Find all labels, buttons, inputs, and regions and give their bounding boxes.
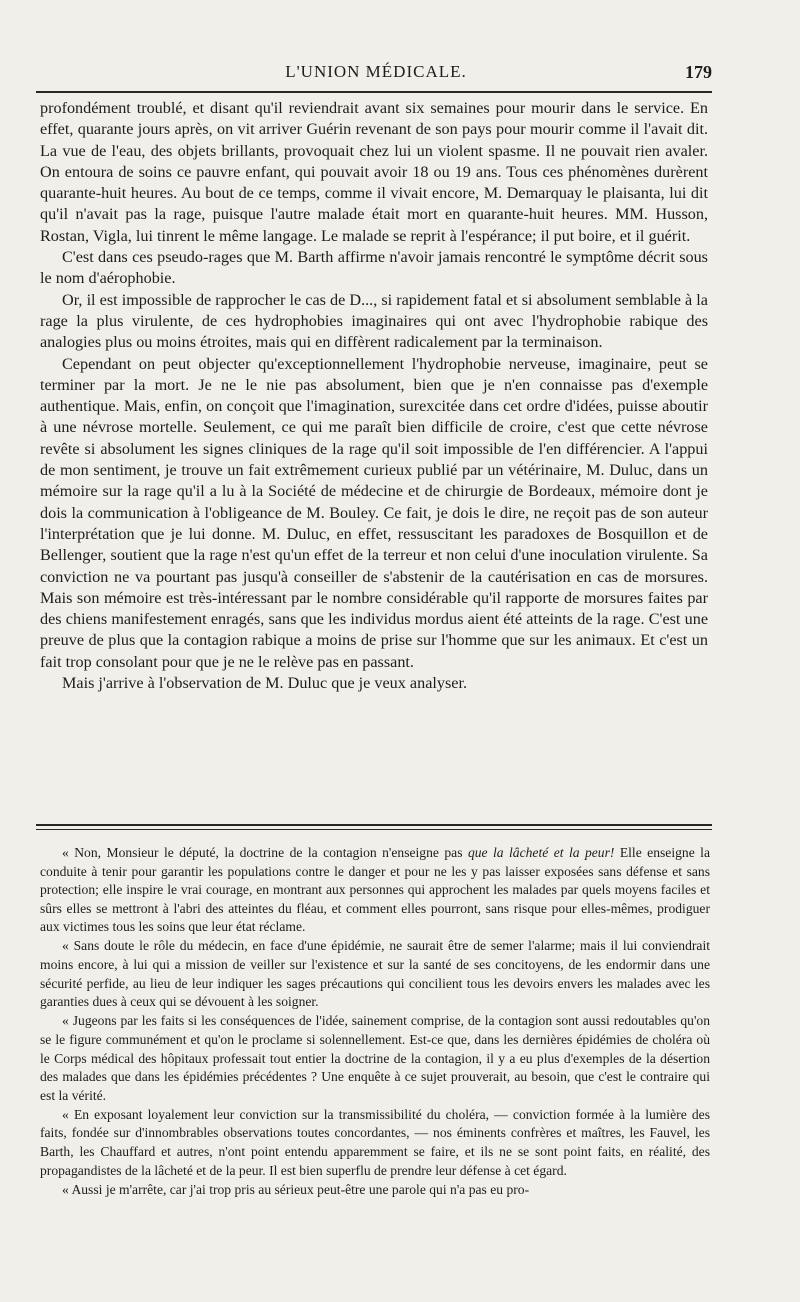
quote-paragraph (40, 844, 710, 937)
paragraph: Cependant on peut objecter qu'exceptionnellement l'hydrophobie nerveuse, imaginaire, peut se terminer par la mort. Je ne le nie pas absolument, bien que je n'en connaisse pas d'exemple authentique. Mais, enfin, on conçoit que l'imagination, surexcitée dans cet ordre d'idées, puisse aboutir à une névrose mortelle. Seulement, ce qui me paraît bien difficile de croire, c'est que cette névrose revête si absolument les signes cliniques de la rage qu'il soit impossible de l'en différencier. A l'appui de mon sentiment, je trouve un fait extrêmement curieux publié par un vétérinaire, M. Duluc, dans un mémoire sur la rage qu'il a lu à la Société de médecine et de chirurgie de Bordeaux, mémoire dont je dois la communication à l'obligeance de M. Bouley. Ce fait, je dois le dire, ne reçoit pas de son auteur l'interprétation que je lui donne. M. Duluc, en effet, ressuscitant les paradoxes de Bosquillon et de Bellenger, soutient que la rage n'est qu'un effet de la terreur et non celui d'une inoculation virulente. Sa conviction ne va pourtant pas jusqu'à conseiller de s'abstenir de la cautérisation en cas de morsures. Mais son mémoire est très-intéressant par le nombre considérable qu'il rapporte de morsures faites par des chiens manifestement enragés, sans que les individus mordus aient été atteints de la rage. C'est une preuve de plus que la contagion rabique a moins de prise sur l'homme que sur les animaux. Et c'est un fait trop consolant pour que je ne le relève pas en passant. (40, 354, 708, 671)
journal-title: L'UNION MÉDICALE. (285, 62, 467, 81)
quote-paragraph: « Aussi je m'arrête, car j'ai trop pris au sérieux peut-être une parole qui n'a pas eu pro- (62, 1181, 530, 1197)
paragraph-continued: profondément troublé, et disant qu'il reviendrait avant six semaines pour mourir dans le service. En effet, quarante jours après, on vit arriver Guérin revenant de son pays pour mourir comme il l'avait dit. La vue de l'eau, des objets brillants, provoquait chez lui un violent spasme. Il ne pouvait rien avaler. On entoura de soins ce pauvre enfant, qui pouvait avoir 18 ou 19 ans. Tous ces phénomènes durèrent quarante-huit heures. Au bout de ce temps, comme il vivait encore, M. Demarquay le plaisanta, lui dit qu'il n'avait pas la rage, puisque l'autre malade était mort en quarante-huit heures. MM. Husson, Rostan, Vigla, lui tinrent le même langage. Le malade se reprit à l'espérance; il put boire, et il guérit. (40, 99, 708, 245)
running-header (40, 62, 712, 86)
quote-paragraph: « Sans doute le rôle du médecin, en face d'une épidémie, ne saurait être de semer l'alarme; mais il lui conviendrait moins encore, à lui qui a mission de veiller sur l'existence et sur la santé de ses concitoyens, de les endormir dans une sécurité perfide, au lieu de leur indiquer les sages précautions qui concilient tous les devoirs envers les malades avec les garanties dues à ceux qui se dévouent à les soigner. (40, 938, 710, 1010)
quote-italic: que la lâcheté et la peur! (467, 845, 615, 860)
paragraph: Or, il est impossible de rapprocher le cas de D..., si rapidement fatal et si absolument semblable à la rage la plus virulente, de ces hydrophobies imaginaires qui ont avec l'hydrophobie rabique des analogies plus ou moins étroites, mais qui en diffèrent radicalement par la terminaison. (40, 290, 708, 352)
header-rule (36, 91, 712, 93)
quote-text: « Non, Monsieur le député, la doctrine de la contagion n'enseigne pas (62, 845, 468, 860)
section-rule-thin (36, 829, 712, 830)
quote-paragraph: « Jugeons par les faits si les conséquences de l'idée, sainement comprise, de la contagion sont aussi redoutables qu'on se le figure communément et qu'on le proclame si solennellement. Est-ce que, dans les dernières épidémies de choléra où le Corps médical des hôpitaux professait tout entier la doctrine de la contagion, il y a eu plus d'exemples de la désertion des malades que dans les épidémies précédentes ? Une enquête à ce sujet prouverait, au besoin, que c'est le contraire qui est la vérité. (40, 1013, 710, 1103)
quoted-letter (40, 844, 710, 1200)
quote-text: Elle enseigne la conduite à tenir pour garantir les populations contre le danger et pour ne les y pas laisser exposées sans défense et sans protection; elle inspire le vrai courage, en montrant aux personnes qui approchent les malades par quels moyens faciles et sûrs elles se mettront à l'abri des atteintes du fléau, et comment elles pourront, sans risque pour elles-mêmes, prodiguer aux victimes tous les soins que leur état réclame. (40, 845, 710, 935)
main-text (40, 98, 708, 694)
paragraph: Mais j'arrive à l'observation de M. Duluc que je veux analyser. (62, 674, 468, 693)
paragraph: C'est dans ces pseudo-rages que M. Barth affirme n'avoir jamais rencontré le symptôme décrit sous le nom d'aérophobie. (40, 248, 708, 288)
quote-paragraph: « En exposant loyalement leur conviction sur la transmissibilité du choléra, — conviction formée à la lumière des faits, fondée sur d'innombrables observations toutes concordantes, — nos éminents confrères et maîtres, les Fauvel, les Barth, les Chauffard et autres, n'ont point entendu apparemment se faire, et ils ne se sont point faits, en réalité, des propagandistes de la lâcheté et de la peur. Il est bien superflu de prendre leur défense à cet égard. (40, 1106, 710, 1178)
page-number: 179 (685, 62, 712, 82)
section-rule (36, 824, 712, 826)
